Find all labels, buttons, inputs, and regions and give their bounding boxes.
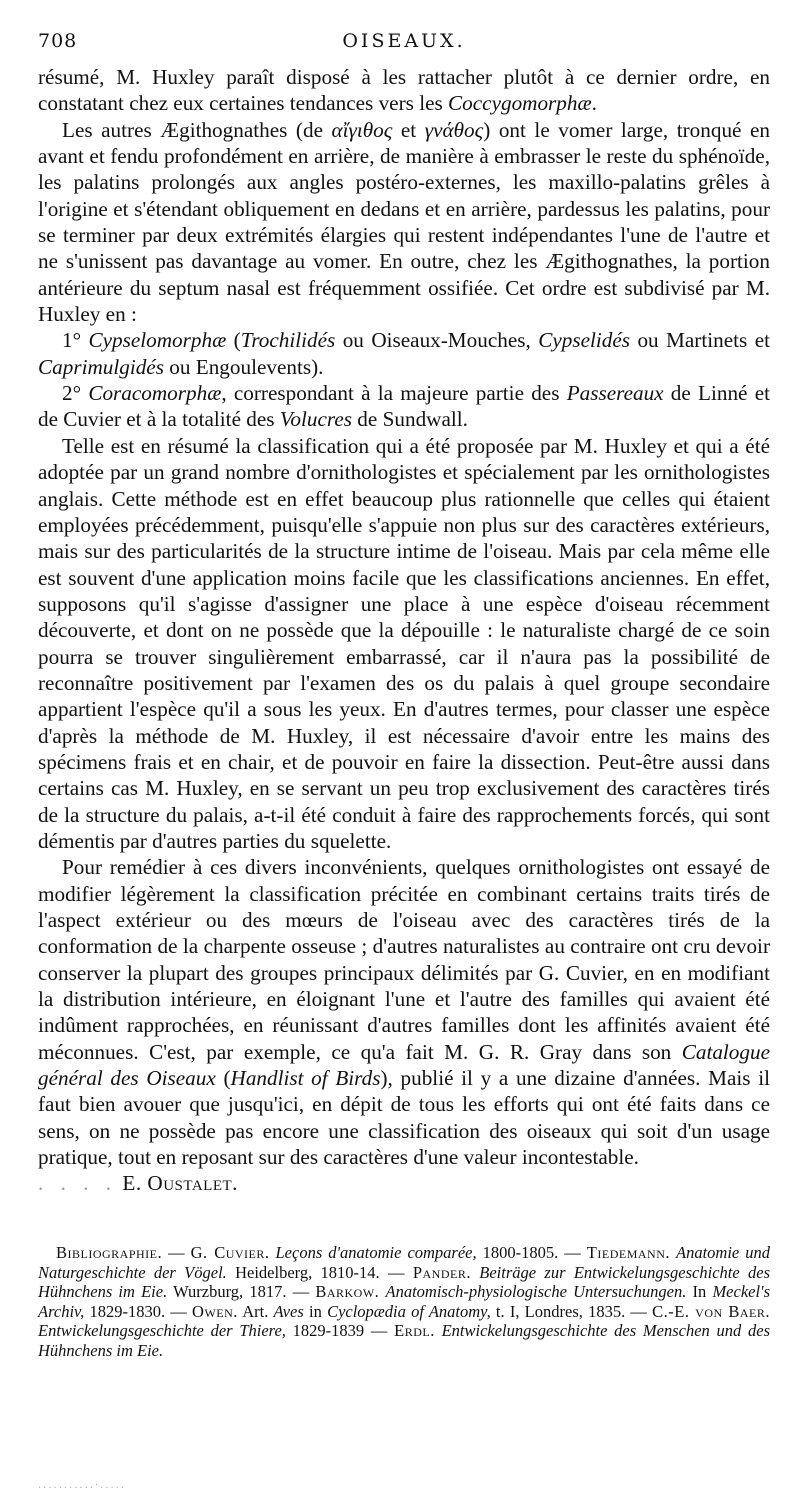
author-signature: E. Oustalet. (122, 1171, 238, 1196)
text-run: Telle est en résumé la classification qui a été proposée par M. Huxley et qui a été adoptée par un grand nombre d'ornithologistes et spécialement par les ornithologistes anglais. Cette méthode est en effet beaucoup plus rationnelle que celles qui étaient employées précédemment, puisqu'elle s'appuie non plus sur des caractères extérieurs, mais sur des particularités de la structure intime de l'oiseau. Mais par cela même elle est souvent d'une application moins facile que les classifications anciennes. En effet, supposons qu'il s'agisse d'assigner une place à une espèce d'oiseau récemment découverte, et dont on ne possède que la dépouille : le naturaliste chargé de ce soin pourra se trouver singulièrement embarrassé, car il n'aura pas la possibilité de reconnaître positivement par l'examen des os du palais à quel groupe secondaire appartient l'espèce qu'il a sous les yeux. En d'autres termes, pour classer une espèce d'après la méthode de M. Huxley, il est nécessaire d'avoir entre les mains des spécimens frais et en chair, et de pouvoir en faire la dissection. Peut-être aussi dans certains cas M. Huxley, en se servant un peu trop exclusivement des caractères tirés de la structure du palais, a-t-il été conduit à faire des rapprochements forcés, qui sont démentis par d'autres parties du squelette. (38, 433, 770, 853)
italic-run: Coracomorphæ (88, 381, 222, 406)
smallcaps-run: Barkow. (315, 1282, 380, 1301)
text-run (435, 1321, 442, 1340)
italic-run: Cypselomorphæ (88, 328, 227, 353)
text-run: in (303, 1301, 328, 1321)
text-run: , correspondant à la majeure partie des (221, 381, 567, 406)
paragraph (38, 64, 770, 117)
italic-run: Aves (273, 1301, 304, 1321)
italic-run: Catalogue général des Oiseaux (38, 1039, 770, 1091)
italic-run: Coccygomorphæ (448, 91, 592, 116)
text-run: 1800-1805. — (476, 1243, 587, 1262)
text-run: de Linné et de Cuvier et à la totalité des (38, 381, 770, 432)
text-run: In (686, 1282, 713, 1301)
text-run: résumé, M. Huxley paraît disposé à les rattacher plutôt à ce dernier ordre, en constatant chez eux certaines tendances vers les (38, 65, 770, 116)
italic-run: Caprimulgidés (38, 354, 164, 379)
smallcaps-run: Tiedemann. (586, 1243, 670, 1262)
text-run: Wurzburg, 1817. — (167, 1282, 316, 1301)
paragraph (38, 327, 770, 380)
smallcaps-run: Pander. (412, 1262, 471, 1282)
text-run: ou Oiseaux-Mouches, (335, 328, 539, 353)
italic-run: Trochilidés (240, 328, 336, 353)
text-run: Heidelberg, 1810-14. — (226, 1262, 413, 1282)
footer-mark: ...........·..... (38, 1480, 127, 1491)
smallcaps-run: C.-E. von Baer. (652, 1301, 770, 1321)
italic-run: Cypselidés (538, 328, 631, 353)
italic-run: γνάθος (424, 117, 484, 142)
text-run: ( (226, 328, 241, 353)
italic-run: Passereaux (566, 381, 664, 406)
text-run: 2° (62, 381, 89, 406)
italic-run: Meckel's Archiv, (38, 1282, 771, 1321)
running-title: OISEAUX. (342, 30, 466, 52)
italic-run: Leçons d'anatomie comparée, (275, 1243, 477, 1262)
text-run: ou Engoulevents). (163, 354, 324, 379)
italic-run: Anatomisch-physiologische Untersuchungen. (385, 1282, 687, 1301)
paragraph (38, 380, 770, 433)
text-run: et (392, 117, 425, 142)
italic-run: Entwickelungsgeschichte des Menschen und des Hühnchens im Eie. (38, 1321, 770, 1360)
text-run: ou Martinets et (630, 328, 770, 353)
text-run: ( (215, 1066, 231, 1091)
text-run: Art. (237, 1301, 274, 1321)
italic-run: αἴγιθος (331, 117, 393, 142)
text-run: — (162, 1243, 191, 1262)
text-run: Les autres Ægithognathes (de (62, 117, 332, 142)
text-run: de Sundwall. (352, 407, 468, 432)
text-run: t. I, Londres, 1835. — (490, 1301, 653, 1321)
paragraph (38, 854, 770, 1170)
page-number: 708 (38, 30, 78, 52)
italic-run: Handlist of Birds (230, 1066, 381, 1091)
italic-run: Cyclopædia of Anatomy, (327, 1301, 491, 1321)
text-run: 1° (62, 328, 89, 353)
smallcaps-run: Bibliographie. (56, 1243, 163, 1262)
smallcaps-run: G. Cuvier. (190, 1243, 270, 1262)
signature-line: . . . . E. Oustalet. (38, 1171, 238, 1196)
text-run: 1829-1830. — (84, 1301, 193, 1321)
smallcaps-run: Owen. (192, 1301, 238, 1321)
bibliography (38, 1243, 770, 1360)
italic-run: Entwickelungsgeschichte der Thiere, (38, 1321, 286, 1340)
italic-run: Beiträge zur Entwickelungsgeschichte des Hühnchens im Eie. (38, 1262, 771, 1301)
text-run: Pour remédier à ces divers inconvénients, quelques ornithologistes ont essayé de modifier légèrement la classification précitée en combinant certains traits tirés de l'aspect extérieur ou des mœurs de l'oiseau avec des caractères tirés de la conformation de la charpente osseuse ; d'autres naturalistes au contraire ont cru devoir conserver la plupart des groupes principaux délimités par G. Cuvier, en en modifiant la distribution intérieure, en éloignant l'une et l'autre des familles qui avaient été indûment rapprochées, en réunissant d'autres familles dont les affinités avaient été méconnues. C'est, par exemple, ce qu'a fait M. G. R. Gray dans son (38, 855, 770, 1064)
text-run: . (591, 91, 597, 116)
italic-run: Anatomie und Naturgeschichte der Vögel. (38, 1243, 771, 1282)
text-run: ), publié il y a une dizaine d'années. Mais il faut bien avouer que jusqu'ici, en dépit de tous les efforts qui ont été faits dans ce sens, on ne possède pas encore une classification des oiseaux qui soit d'un usage pratique, tout en reposant sur des caractères d'une valeur incontestable. (38, 1066, 770, 1170)
body-text (38, 64, 770, 1197)
paragraph (38, 433, 770, 855)
paragraph (38, 117, 770, 328)
italic-run: Volucres (279, 407, 352, 432)
page-header (38, 30, 770, 58)
smallcaps-run: Erdl. (394, 1321, 435, 1340)
text-run: 1829-1839 — (285, 1321, 395, 1340)
text-run: ) ont le vomer large, tronqué en avant et fendu profondément en arrière, de manière à embrasser le reste du sphénoïde, les palatins prolongés aux angles postéro-externes, les maxillo-palatins grêles à l'origine et s'étendant obliquement en dedans et en arrière, pardessus les palatins, pour se terminer par deux extrémités élargies qui restent indépendantes l'une de l'autre et ne s'unissent pas davantage au vomer. En outre, chez les Ægithognathes, la portion antérieure du septum nasal est fréquemment ossifiée. Cet ordre est subdivisé par M. Huxley en : (38, 117, 770, 327)
